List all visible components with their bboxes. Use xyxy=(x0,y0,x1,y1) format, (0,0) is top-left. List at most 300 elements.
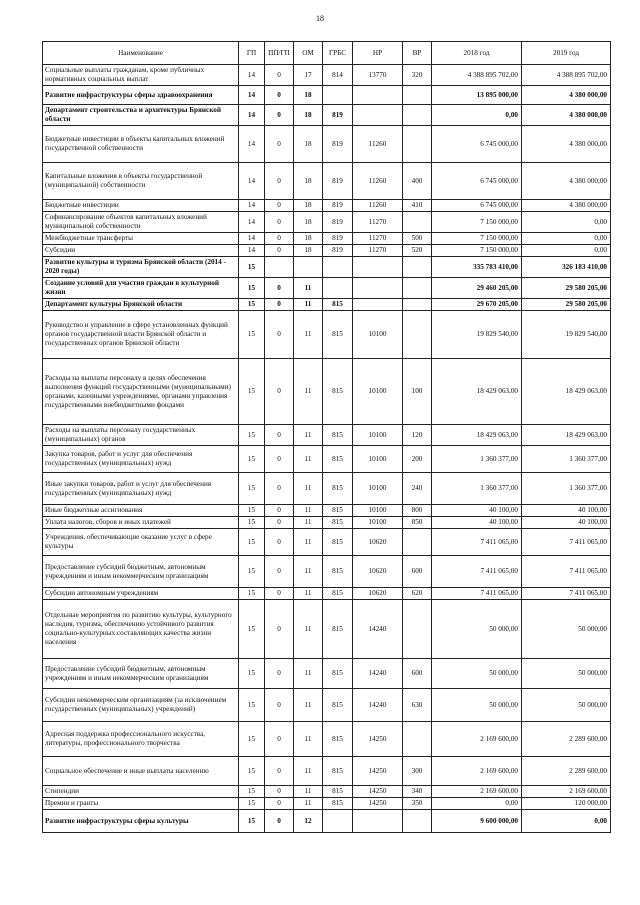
cell-gp: 15 xyxy=(239,810,265,833)
cell-grbs xyxy=(323,86,353,105)
table-row xyxy=(43,446,611,473)
cell-nr: 10100 xyxy=(353,425,403,446)
table-row xyxy=(43,689,611,722)
cell-om: 11 xyxy=(294,600,323,659)
cell-y2019: 19 829 540,00 xyxy=(522,311,611,359)
cell-om: 18 xyxy=(294,86,323,105)
cell-name: Расходы на выплаты персоналу государственных (муниципальных) органов xyxy=(43,425,239,446)
cell-gp: 15 xyxy=(239,757,265,786)
table-row xyxy=(43,212,611,233)
cell-pgp: 0 xyxy=(265,278,294,299)
cell-nr: 11260 xyxy=(353,126,403,163)
cell-y2019: 50 000,00 xyxy=(522,689,611,722)
cell-name: Руководство и управление в сфере установленных функций органов государственной власти Брянской области и государственных органов Брянской области xyxy=(43,311,239,359)
cell-gp: 14 xyxy=(239,163,265,200)
cell-pgp: 0 xyxy=(265,722,294,757)
cell-pgp: 0 xyxy=(265,446,294,473)
cell-grbs: 819 xyxy=(323,105,353,126)
cell-pgp: 0 xyxy=(265,798,294,810)
cell-y2019: 1 360 377,00 xyxy=(522,446,611,473)
cell-vr xyxy=(403,278,432,299)
cell-y2018: 7 150 000,00 xyxy=(432,233,522,245)
cell-y2018: 29 460 205,00 xyxy=(432,278,522,299)
cell-y2019: 40 100,00 xyxy=(522,505,611,517)
cell-pgp: 0 xyxy=(265,588,294,600)
budget-table xyxy=(42,41,611,833)
page-number: 18 xyxy=(316,14,324,23)
cell-name: Предоставление субсидий бюджетным, автономным учреждениям и иным некоммерческим организациям xyxy=(43,556,239,588)
cell-y2019: 4 380 000,00 xyxy=(522,200,611,212)
cell-grbs xyxy=(323,278,353,299)
cell-y2018: 6 745 000,00 xyxy=(432,126,522,163)
cell-pgp: 0 xyxy=(265,757,294,786)
table-row xyxy=(43,299,611,311)
cell-name: Уплата налогов, сборов и иных платежей xyxy=(43,517,239,529)
cell-y2019: 326 183 410,00 xyxy=(522,257,611,278)
cell-gp: 14 xyxy=(239,245,265,257)
cell-om: 11 xyxy=(294,517,323,529)
cell-pgp: 0 xyxy=(265,786,294,798)
cell-vr: 600 xyxy=(403,556,432,588)
cell-gp: 14 xyxy=(239,86,265,105)
cell-gp: 15 xyxy=(239,798,265,810)
cell-y2018: 0,00 xyxy=(432,798,522,810)
cell-y2018: 2 169 600,00 xyxy=(432,757,522,786)
cell-grbs: 815 xyxy=(323,757,353,786)
cell-pgp: 0 xyxy=(265,473,294,505)
cell-nr: 10620 xyxy=(353,529,403,556)
cell-gp: 15 xyxy=(239,600,265,659)
cell-name: Стипендии xyxy=(43,786,239,798)
cell-grbs: 815 xyxy=(323,556,353,588)
table-row xyxy=(43,556,611,588)
cell-nr: 11270 xyxy=(353,233,403,245)
cell-nr: 11260 xyxy=(353,200,403,212)
cell-vr: 520 xyxy=(403,245,432,257)
cell-gp: 15 xyxy=(239,257,265,278)
cell-pgp: 0 xyxy=(265,689,294,722)
cell-vr: 620 xyxy=(403,588,432,600)
cell-nr: 10100 xyxy=(353,359,403,425)
cell-name: Бюджетные инвестиции в объекты капитальных вложений государственной собственности xyxy=(43,126,239,163)
cell-vr: 500 xyxy=(403,233,432,245)
cell-om: 18 xyxy=(294,200,323,212)
cell-om: 18 xyxy=(294,245,323,257)
cell-nr xyxy=(353,257,403,278)
cell-vr: 240 xyxy=(403,473,432,505)
cell-vr xyxy=(403,86,432,105)
cell-pgp: 0 xyxy=(265,200,294,212)
cell-pgp xyxy=(265,257,294,278)
table-row xyxy=(43,86,611,105)
cell-y2018: 7 150 000,00 xyxy=(432,212,522,233)
cell-gp: 14 xyxy=(239,126,265,163)
cell-nr: 14240 xyxy=(353,600,403,659)
cell-grbs: 815 xyxy=(323,659,353,689)
cell-grbs: 815 xyxy=(323,588,353,600)
cell-gp: 14 xyxy=(239,233,265,245)
cell-gp: 15 xyxy=(239,722,265,757)
cell-om: 11 xyxy=(294,556,323,588)
cell-nr: 10100 xyxy=(353,473,403,505)
cell-nr: 11270 xyxy=(353,212,403,233)
cell-om: 12 xyxy=(294,810,323,833)
cell-grbs: 815 xyxy=(323,425,353,446)
cell-nr: 14240 xyxy=(353,689,403,722)
cell-nr xyxy=(353,86,403,105)
cell-vr xyxy=(403,126,432,163)
table-row xyxy=(43,810,611,833)
cell-gp: 14 xyxy=(239,212,265,233)
cell-y2019: 29 580 205,00 xyxy=(522,278,611,299)
cell-om: 11 xyxy=(294,299,323,311)
cell-grbs: 814 xyxy=(323,65,353,86)
cell-y2019: 4 380 000,00 xyxy=(522,163,611,200)
cell-gp: 15 xyxy=(239,473,265,505)
cell-nr xyxy=(353,105,403,126)
cell-pgp: 0 xyxy=(265,105,294,126)
table-row xyxy=(43,722,611,757)
header-pgp: ПП/ГП xyxy=(265,42,294,65)
cell-name: Адресная поддержка профессионального искусства, литературы, профессионального творчества xyxy=(43,722,239,757)
cell-name: Развитие культуры и туризма Брянской области (2014 - 2020 годы) xyxy=(43,257,239,278)
cell-nr: 10100 xyxy=(353,517,403,529)
cell-vr xyxy=(403,529,432,556)
cell-om: 11 xyxy=(294,757,323,786)
cell-om: 18 xyxy=(294,163,323,200)
cell-grbs: 819 xyxy=(323,245,353,257)
cell-gp: 15 xyxy=(239,529,265,556)
cell-y2019: 120 000,00 xyxy=(522,798,611,810)
cell-om xyxy=(294,257,323,278)
cell-nr: 10620 xyxy=(353,588,403,600)
cell-pgp: 0 xyxy=(265,245,294,257)
cell-vr xyxy=(403,212,432,233)
cell-y2018: 6 745 000,00 xyxy=(432,163,522,200)
cell-gp: 15 xyxy=(239,446,265,473)
cell-nr: 14250 xyxy=(353,722,403,757)
cell-name: Межбюджетные трансферты xyxy=(43,233,239,245)
cell-y2018: 2 169 600,00 xyxy=(432,722,522,757)
cell-name: Расходы на выплаты персоналу в целях обеспечения выполнения функций государственными (муниципальными) органами, казенными учреждениями, органами управления государственными внебюджетными фондами xyxy=(43,359,239,425)
table-row xyxy=(43,311,611,359)
cell-om: 18 xyxy=(294,126,323,163)
cell-grbs: 819 xyxy=(323,233,353,245)
cell-gp: 14 xyxy=(239,200,265,212)
cell-pgp: 0 xyxy=(265,505,294,517)
cell-y2019: 50 000,00 xyxy=(522,659,611,689)
cell-y2018: 18 429 063,00 xyxy=(432,425,522,446)
cell-om: 11 xyxy=(294,798,323,810)
cell-nr: 10100 xyxy=(353,311,403,359)
cell-pgp: 0 xyxy=(265,212,294,233)
table-body xyxy=(43,65,611,833)
cell-grbs: 815 xyxy=(323,529,353,556)
cell-name: Департамент культуры Брянской области xyxy=(43,299,239,311)
table-row xyxy=(43,659,611,689)
cell-vr: 320 xyxy=(403,65,432,86)
cell-om: 11 xyxy=(294,278,323,299)
cell-pgp: 0 xyxy=(265,126,294,163)
table-header-row xyxy=(43,42,611,65)
cell-vr: 350 xyxy=(403,798,432,810)
header-name: Наименование xyxy=(43,42,239,65)
cell-name: Развитие инфраструктуры сферы здравоохранения xyxy=(43,86,239,105)
table-row xyxy=(43,588,611,600)
cell-y2018: 2 169 600,00 xyxy=(432,786,522,798)
cell-grbs xyxy=(323,257,353,278)
cell-gp: 15 xyxy=(239,659,265,689)
table-row xyxy=(43,105,611,126)
cell-name: Закупка товаров, работ и услуг для обеспечения государственных (муниципальных) нужд xyxy=(43,446,239,473)
cell-vr: 400 xyxy=(403,163,432,200)
cell-nr: 11270 xyxy=(353,245,403,257)
cell-gp: 15 xyxy=(239,311,265,359)
cell-om: 11 xyxy=(294,473,323,505)
cell-y2018: 40 100,00 xyxy=(432,517,522,529)
cell-vr: 630 xyxy=(403,689,432,722)
cell-y2018: 0,00 xyxy=(432,105,522,126)
table-row xyxy=(43,65,611,86)
cell-y2018: 7 411 065,00 xyxy=(432,588,522,600)
cell-grbs: 819 xyxy=(323,212,353,233)
cell-om: 11 xyxy=(294,311,323,359)
cell-om: 11 xyxy=(294,359,323,425)
cell-y2018: 18 429 063,00 xyxy=(432,359,522,425)
cell-grbs xyxy=(323,810,353,833)
cell-y2019: 18 429 063,00 xyxy=(522,359,611,425)
cell-y2018: 6 745 000,00 xyxy=(432,200,522,212)
cell-pgp: 0 xyxy=(265,425,294,446)
cell-pgp: 0 xyxy=(265,600,294,659)
cell-y2018: 50 000,00 xyxy=(432,600,522,659)
cell-pgp: 0 xyxy=(265,529,294,556)
cell-pgp: 0 xyxy=(265,299,294,311)
cell-pgp: 0 xyxy=(265,163,294,200)
cell-y2019: 4 380 000,00 xyxy=(522,105,611,126)
cell-vr: 100 xyxy=(403,359,432,425)
cell-om: 11 xyxy=(294,588,323,600)
cell-name: Отдельные мероприятия по развитию культуры, культурного наследия, туризма, обеспечению устойчивого развития социально-культурных составляющих качества жизни населения xyxy=(43,600,239,659)
cell-y2018: 7 411 065,00 xyxy=(432,529,522,556)
table-row xyxy=(43,126,611,163)
cell-name: Создание условий для участия граждан в культурной жизни xyxy=(43,278,239,299)
cell-name: Субсидии некоммерческим организациям (за исключением государственных (муниципальных) учреждений) xyxy=(43,689,239,722)
cell-pgp: 0 xyxy=(265,233,294,245)
cell-y2018: 4 388 895 702,00 xyxy=(432,65,522,86)
cell-grbs: 815 xyxy=(323,689,353,722)
table-row xyxy=(43,163,611,200)
cell-vr: 600 xyxy=(403,659,432,689)
cell-grbs: 815 xyxy=(323,505,353,517)
header-gp: ГП xyxy=(239,42,265,65)
cell-grbs: 815 xyxy=(323,311,353,359)
table-row xyxy=(43,798,611,810)
table-row xyxy=(43,359,611,425)
cell-grbs: 815 xyxy=(323,299,353,311)
cell-vr: 120 xyxy=(403,425,432,446)
table-row xyxy=(43,233,611,245)
cell-vr xyxy=(403,600,432,659)
cell-name: Иные бюджетные ассигнования xyxy=(43,505,239,517)
cell-grbs: 819 xyxy=(323,126,353,163)
cell-y2018: 50 000,00 xyxy=(432,659,522,689)
table-row xyxy=(43,257,611,278)
cell-y2019: 4 388 895 702,00 xyxy=(522,65,611,86)
cell-name: Софинансирование объектов капитальных вложений муниципальной собственности xyxy=(43,212,239,233)
cell-nr: 10620 xyxy=(353,556,403,588)
cell-om: 17 xyxy=(294,65,323,86)
cell-gp: 15 xyxy=(239,278,265,299)
header-nr: НР xyxy=(353,42,403,65)
cell-vr: 800 xyxy=(403,505,432,517)
cell-nr: 10100 xyxy=(353,505,403,517)
cell-vr xyxy=(403,299,432,311)
cell-pgp: 0 xyxy=(265,65,294,86)
cell-grbs: 815 xyxy=(323,446,353,473)
cell-om: 11 xyxy=(294,529,323,556)
cell-y2018: 19 829 540,00 xyxy=(432,311,522,359)
cell-om: 18 xyxy=(294,233,323,245)
table-row xyxy=(43,757,611,786)
cell-vr: 850 xyxy=(403,517,432,529)
cell-vr xyxy=(403,722,432,757)
table-row xyxy=(43,278,611,299)
cell-nr: 14250 xyxy=(353,786,403,798)
cell-vr: 200 xyxy=(403,446,432,473)
cell-om: 18 xyxy=(294,105,323,126)
cell-om: 11 xyxy=(294,722,323,757)
cell-y2018: 9 600 000,00 xyxy=(432,810,522,833)
cell-vr: 410 xyxy=(403,200,432,212)
cell-pgp: 0 xyxy=(265,810,294,833)
cell-gp: 15 xyxy=(239,588,265,600)
table-row xyxy=(43,600,611,659)
table-row xyxy=(43,245,611,257)
cell-y2018: 29 670 205,00 xyxy=(432,299,522,311)
cell-vr: 340 xyxy=(403,786,432,798)
cell-y2019: 40 100,00 xyxy=(522,517,611,529)
table-row xyxy=(43,529,611,556)
cell-grbs: 819 xyxy=(323,163,353,200)
cell-name: Иные закупки товаров, работ и услуг для обеспечения государственных (муниципальных) нужд xyxy=(43,473,239,505)
cell-grbs: 819 xyxy=(323,200,353,212)
cell-y2019: 7 411 065,00 xyxy=(522,588,611,600)
cell-pgp: 0 xyxy=(265,517,294,529)
cell-om: 11 xyxy=(294,425,323,446)
cell-nr: 13770 xyxy=(353,65,403,86)
cell-grbs: 815 xyxy=(323,473,353,505)
cell-vr xyxy=(403,257,432,278)
cell-name: Субсидии автономным учреждениям xyxy=(43,588,239,600)
cell-nr: 10100 xyxy=(353,446,403,473)
cell-pgp: 0 xyxy=(265,311,294,359)
cell-y2019: 2 289 600,00 xyxy=(522,722,611,757)
cell-y2019: 0,00 xyxy=(522,245,611,257)
cell-name: Социальные выплаты гражданам, кроме публичных нормативных социальных выплат xyxy=(43,65,239,86)
cell-grbs: 815 xyxy=(323,786,353,798)
cell-y2019: 0,00 xyxy=(522,810,611,833)
cell-gp: 15 xyxy=(239,786,265,798)
cell-gp: 14 xyxy=(239,65,265,86)
cell-name: Бюджетные инвестиции xyxy=(43,200,239,212)
header-vr: ВР xyxy=(403,42,432,65)
table-row xyxy=(43,517,611,529)
cell-om: 11 xyxy=(294,659,323,689)
cell-y2019: 50 000,00 xyxy=(522,600,611,659)
cell-y2019: 1 360 377,00 xyxy=(522,473,611,505)
cell-gp: 15 xyxy=(239,505,265,517)
cell-name: Департамент строительства и архитектуры Брянской области xyxy=(43,105,239,126)
cell-y2018: 1 360 377,00 xyxy=(432,446,522,473)
cell-y2019: 7 411 065,00 xyxy=(522,556,611,588)
cell-grbs: 815 xyxy=(323,359,353,425)
cell-y2018: 40 100,00 xyxy=(432,505,522,517)
cell-y2019: 4 380 000,00 xyxy=(522,86,611,105)
cell-y2019: 2 289 600,00 xyxy=(522,757,611,786)
cell-grbs: 815 xyxy=(323,798,353,810)
cell-pgp: 0 xyxy=(265,359,294,425)
cell-pgp: 0 xyxy=(265,86,294,105)
cell-vr xyxy=(403,105,432,126)
cell-y2019: 4 380 000,00 xyxy=(522,126,611,163)
cell-y2019: 29 580 205,00 xyxy=(522,299,611,311)
header-grbs: ГРБС xyxy=(323,42,353,65)
cell-vr: 300 xyxy=(403,757,432,786)
cell-pgp: 0 xyxy=(265,659,294,689)
cell-name: Премии и гранты xyxy=(43,798,239,810)
table-row xyxy=(43,200,611,212)
cell-nr: 14250 xyxy=(353,798,403,810)
cell-name: Капитальные вложения в объекты государственной (муниципальной) собственности xyxy=(43,163,239,200)
cell-om: 11 xyxy=(294,505,323,517)
table-row xyxy=(43,425,611,446)
cell-y2018: 50 000,00 xyxy=(432,689,522,722)
cell-nr xyxy=(353,810,403,833)
cell-nr: 11260 xyxy=(353,163,403,200)
cell-nr: 14250 xyxy=(353,757,403,786)
cell-y2018: 7 150 000,00 xyxy=(432,245,522,257)
cell-name: Предоставление субсидий бюджетным, автономным учреждениям и иным некоммерческим организациям xyxy=(43,659,239,689)
cell-gp: 15 xyxy=(239,556,265,588)
cell-gp: 15 xyxy=(239,299,265,311)
cell-name: Развитие инфраструктуры сферы культуры xyxy=(43,810,239,833)
cell-om: 11 xyxy=(294,786,323,798)
cell-gp: 14 xyxy=(239,105,265,126)
header-2018: 2018 год xyxy=(432,42,522,65)
cell-y2019: 18 429 063,00 xyxy=(522,425,611,446)
cell-nr xyxy=(353,299,403,311)
table-row xyxy=(43,473,611,505)
cell-vr xyxy=(403,311,432,359)
header-2019: 2019 год xyxy=(522,42,611,65)
cell-y2019: 0,00 xyxy=(522,212,611,233)
cell-nr xyxy=(353,278,403,299)
header-om: ОМ xyxy=(294,42,323,65)
cell-name: Субсидии xyxy=(43,245,239,257)
cell-pgp: 0 xyxy=(265,556,294,588)
cell-gp: 15 xyxy=(239,359,265,425)
cell-om: 18 xyxy=(294,212,323,233)
cell-gp: 15 xyxy=(239,517,265,529)
cell-name: Учреждения, обеспечивающие оказание услуг в сфере культуры xyxy=(43,529,239,556)
cell-om: 11 xyxy=(294,689,323,722)
table-row xyxy=(43,786,611,798)
cell-y2019: 2 169 600,00 xyxy=(522,786,611,798)
cell-grbs: 815 xyxy=(323,722,353,757)
cell-y2018: 13 895 000,00 xyxy=(432,86,522,105)
cell-gp: 15 xyxy=(239,425,265,446)
